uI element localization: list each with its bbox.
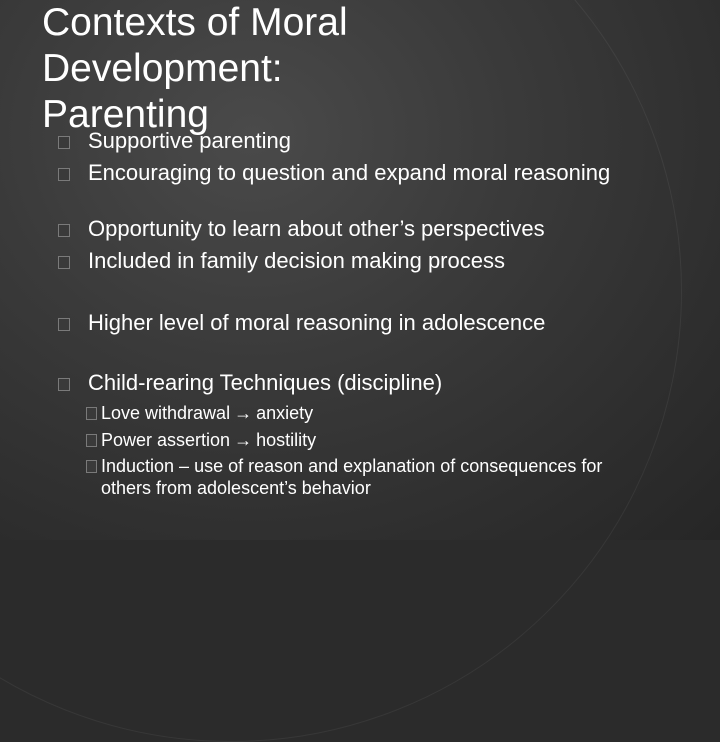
square-box-icon (86, 434, 97, 447)
bullet-text: Opportunity to learn about other’s perspectives (88, 216, 545, 241)
square-box-icon (86, 407, 97, 420)
sub-bullet-item (86, 455, 646, 499)
title-line-2: Development: (42, 47, 283, 90)
square-box-icon (86, 460, 97, 473)
bullet-item (58, 216, 678, 241)
right-arrow-icon: → (234, 430, 253, 450)
bullet-item (58, 160, 618, 185)
title-line-3: Parenting (42, 93, 209, 136)
bullet-text: Higher level of moral reasoning in adolescence (88, 310, 546, 335)
bullet-text: Supportive parenting (88, 128, 292, 153)
bullet-item (58, 370, 678, 395)
bullet-item (58, 310, 698, 335)
right-arrow-icon: → (234, 403, 253, 423)
bullet-text: Encouraging to question and expand moral reasoning (88, 160, 611, 185)
square-box-icon (58, 168, 70, 181)
square-box-icon (58, 136, 70, 149)
sub-bullet-item (86, 402, 686, 424)
sub-bullet-item (86, 429, 686, 451)
sub-bullet-text: Power assertion → hostility (101, 430, 317, 450)
bullet-item (58, 248, 678, 273)
square-box-icon (58, 318, 70, 331)
title-line-1: Contexts of Moral (42, 1, 348, 44)
sub-bullet-text: Induction – use of reason and explanation of consequences for others from adolescent’s behavior (101, 456, 603, 498)
bullet-text: Included in family decision making process (88, 248, 505, 273)
square-box-icon (58, 378, 70, 391)
square-box-icon (58, 224, 70, 237)
bullet-text: Child-rearing Techniques (discipline) (88, 370, 443, 395)
bullet-item (58, 128, 678, 153)
square-box-icon (58, 256, 70, 269)
sub-bullet-text: Love withdrawal → anxiety (101, 403, 314, 423)
